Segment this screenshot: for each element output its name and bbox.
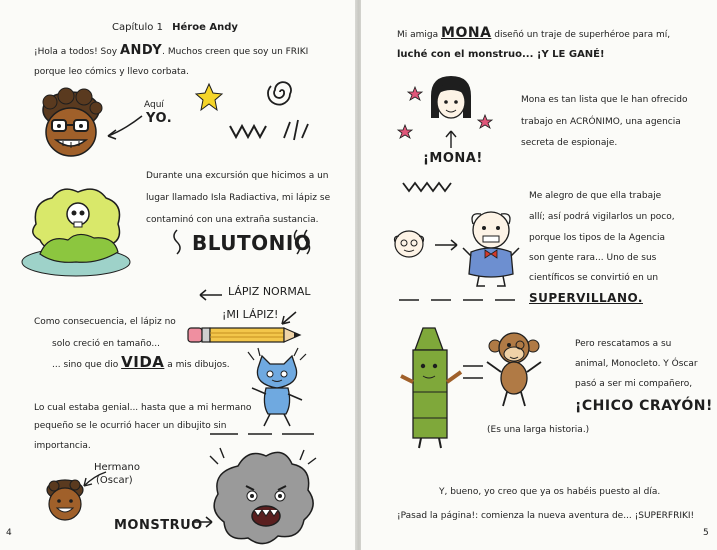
dash-line-doodle	[397, 296, 527, 304]
wave-right-doodle	[292, 228, 314, 258]
right-page	[361, 0, 717, 550]
mi-lapiz-label: ¡MI LÁPIZ!	[222, 308, 279, 321]
mona-line-1	[397, 27, 670, 42]
mona-face-drawing	[425, 74, 477, 128]
arrow-to-andy	[104, 112, 144, 142]
genial-line-1: Lo cual estaba genial... hasta que a mi hermano	[34, 403, 252, 413]
lista-line-2: trabajo en ACRÓNIMO, una agencia	[521, 117, 681, 127]
andy-face-drawing	[36, 88, 106, 160]
monstruo-label: MONSTRUO	[114, 518, 203, 533]
final-line-2: ¡Pasad la página!: comienza la nueva aventura de... ¡SUPERFRIKI!	[397, 511, 695, 521]
page-number-left: 4	[6, 528, 12, 538]
andy-name: ANDY	[119, 43, 163, 58]
left-page	[0, 0, 356, 550]
hermano-label: Hermano	[94, 462, 140, 473]
alegro-line-5: científicos se convirtió en un	[529, 273, 659, 283]
chapter-label: Capítulo 1	[112, 22, 163, 33]
arrow-to-monster	[190, 516, 214, 528]
arrow-to-normal-pencil	[196, 288, 224, 302]
mona-label: ¡MONA!	[423, 151, 483, 166]
excursion-line-3: contaminó con una extraña sustancia.	[146, 215, 319, 225]
blue-cat-drawing	[246, 346, 308, 430]
spiral-icon	[266, 76, 298, 108]
alegro-line-2: allí; así podrá vigilarlos un poco,	[529, 212, 675, 222]
intro-text-b: . Muchos creen que soy un FRIKI	[162, 47, 309, 57]
flower-icon	[397, 124, 413, 140]
arrow-to-mona	[445, 128, 457, 150]
excursion-line-1: Durante una excursión que hicimos a un	[146, 171, 329, 181]
chapter-heading	[112, 21, 238, 34]
consecuencia-text-a: ... sino que dio	[52, 360, 119, 370]
lista-line-3: secreta de espionaje.	[521, 138, 618, 148]
consecuencia-line-1: Como consecuencia, el lápiz no	[34, 317, 176, 327]
supervillano-word: SUPERVILLANO.	[529, 291, 643, 305]
genial-line-3: importancia.	[34, 441, 91, 451]
flower-icon	[477, 114, 493, 130]
intro-line-1	[34, 44, 308, 59]
consecuencia-line-3	[52, 353, 230, 372]
consecuencia-text-b: a mis dibujos.	[167, 360, 230, 370]
wave-left-doodle	[170, 228, 184, 258]
lista-line-1: Mona es tan lista que le han ofrecido	[521, 95, 688, 105]
lapiz-normal-label: LÁPIZ NORMAL	[228, 285, 311, 298]
mona-text-b: diseñó un traje de superhéroe para mí,	[494, 30, 671, 40]
chapter-title: Héroe Andy	[172, 22, 238, 33]
mona-line-2: luché con el monstruo... ¡Y LE GANÉ!	[397, 49, 605, 60]
intro-text-a: ¡Hola a todos! Soy	[34, 47, 118, 57]
rescate-line-2: animal, Monocleto. Y Óscar	[575, 359, 698, 369]
alegro-line-3: porque los tipos de la Agencia	[529, 233, 665, 243]
mona-text-a: Mi amiga	[397, 30, 439, 40]
rescate-line-1: Pero rescatamos a su	[575, 339, 672, 349]
vida-word: VIDA	[121, 353, 165, 371]
blutonio-label: BLUTONIO	[192, 231, 312, 255]
page-number-right: 5	[703, 528, 709, 538]
zigzag-doodle	[228, 122, 270, 140]
excursion-line-2: lugar llamado Isla Radiactiva, mi lápiz se	[146, 193, 331, 203]
mona-name: MONA	[441, 25, 492, 41]
monster-drawing	[208, 446, 320, 550]
supervillain-drawing	[461, 208, 521, 288]
chico-crayon-label: ¡CHICO CRAYÓN!	[575, 398, 713, 414]
intro-line-2: porque leo cómics y llevo corbata.	[34, 67, 189, 77]
final-line-1: Y, bueno, yo creo que ya os habéis puesto al día.	[439, 487, 661, 497]
pencil-drawing	[186, 322, 306, 348]
star-icon	[194, 82, 224, 112]
ray-lines-doodle	[280, 118, 310, 142]
flower-icon	[407, 86, 423, 102]
scientist-head-drawing	[391, 228, 427, 260]
monkey-drawing	[483, 330, 545, 410]
zigzag-doodle	[401, 180, 457, 194]
aqui-label: Aquí	[144, 100, 164, 110]
arrow-to-supervillain	[433, 238, 461, 252]
rescate-line-3: pasó a ser mi compañero,	[575, 379, 693, 389]
alegro-line-1: Me alegro de que ella trabaje	[529, 191, 662, 201]
genial-line-2: pequeño se le ocurrió hacer un dibujito sin	[34, 421, 227, 431]
chico-crayon-drawing	[401, 326, 463, 450]
oscar-label: (Oscar)	[96, 475, 133, 486]
radioactive-island-drawing	[18, 184, 136, 280]
yo-label: YO.	[146, 111, 173, 126]
alegro-line-4: son gente rara... Uno de sus	[529, 253, 657, 263]
larga-historia-text: (Es una larga historia.)	[487, 425, 590, 435]
consecuencia-line-2: solo creció en tamaño...	[52, 339, 160, 349]
